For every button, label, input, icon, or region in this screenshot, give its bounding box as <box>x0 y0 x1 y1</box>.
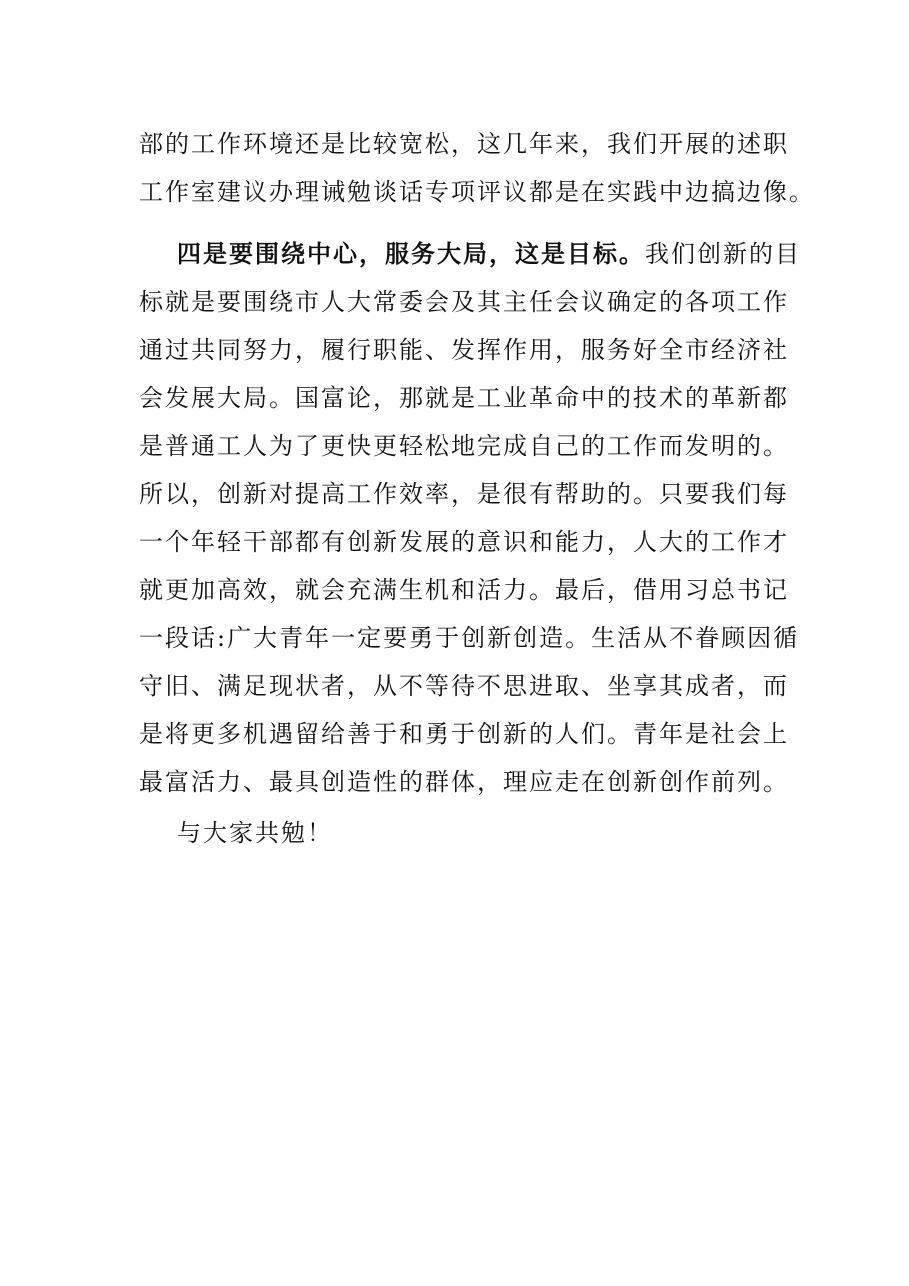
text-line: 最富活力、最具创造性的群体，理应走在创新创作前列。 <box>139 768 789 796</box>
text-line: 标就是要围绕市人大常委会及其主任会议确定的各项工作 <box>139 288 789 316</box>
text-line: 是将更多机遇留给善于和勇于创新的人们。青年是社会上 <box>139 720 789 748</box>
text-line: 部的工作环境还是比较宽松，这几年来，我们开展的述职 <box>139 130 789 158</box>
text-line-with-heading <box>139 230 801 278</box>
text-line: 就更加高效，就会充满生机和活力。最后，借用习总书记 <box>139 576 789 604</box>
text-line: 一段话:广大青年一定要勇于创新创造。生活从不眷顾因循 <box>139 624 800 652</box>
text-line: 工作室建议办理诫勉谈话专项评议都是在实践中边搞边像。 <box>139 178 815 206</box>
closing-line: 与大家共勉！ <box>177 819 333 847</box>
text-line: 守旧、满足现状者，从不等待不思进取、坐享其成者，而 <box>139 672 789 700</box>
paragraph-work-environment <box>139 120 815 216</box>
point-heading-continuation: 我们创新的目 <box>645 240 801 268</box>
paragraph-point-four <box>139 230 801 806</box>
text-line: 会发展大局。国富论，那就是工业革命中的技术的革新都 <box>139 384 789 412</box>
text-line: 所以，创新对提高工作效率，是很有帮助的。只要我们每 <box>139 480 789 508</box>
point-heading: 四是要围绕中心，服务大局，这是目标。 <box>177 239 645 268</box>
text-line: 一个年轻干部都有创新发展的意识和能力，人大的工作才 <box>139 528 789 556</box>
text-line: 是普通工人为了更快更轻松地完成自己的工作而发明的。 <box>139 432 789 460</box>
text-line: 通过共同努力，履行职能、发挥作用，服务好全市经济社 <box>139 336 789 364</box>
paragraph-closing <box>139 809 779 857</box>
